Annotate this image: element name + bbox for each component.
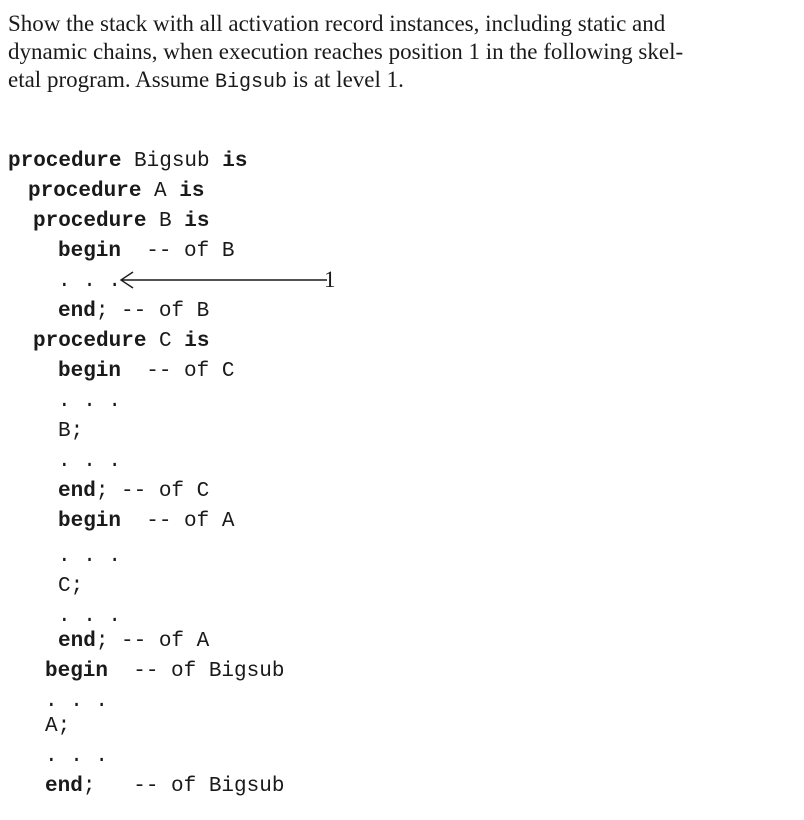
code-line-11: . . . (58, 450, 122, 473)
question-line-1: Show the stack with all activation record instances, including static and (8, 11, 666, 36)
code-line-8 (58, 360, 234, 384)
identifier: A (141, 180, 180, 203)
code-line-12 (58, 480, 209, 504)
keyword: end (58, 300, 96, 323)
identifier: Bigsub (121, 150, 223, 173)
keyword: is (184, 210, 210, 233)
position-marker-label: 1 (324, 267, 336, 292)
code-line-1 (8, 150, 247, 174)
code-line-7 (33, 330, 209, 354)
code-line-5: . . . (58, 270, 122, 293)
position-arrow-icon (119, 268, 329, 292)
code-line-16: . . . (58, 605, 122, 628)
keyword: end (58, 630, 96, 653)
question-line-3-post: is at level 1. (286, 67, 404, 92)
code-line-13 (58, 510, 234, 534)
keyword: procedure (33, 210, 147, 233)
question-line-3 (8, 66, 798, 97)
keyword: is (184, 330, 210, 353)
comment: -- of C (121, 360, 235, 383)
code-line-14: . . . (58, 545, 122, 568)
keyword: is (179, 180, 205, 203)
comment: -- of A (121, 510, 235, 533)
identifier: B (146, 210, 185, 233)
code-line-3 (33, 210, 209, 234)
keyword: procedure (8, 150, 122, 173)
code-line-9: . . . (58, 390, 122, 413)
keyword: end (58, 480, 96, 503)
keyword: procedure (33, 330, 147, 353)
keyword: begin (58, 510, 122, 533)
keyword: begin (58, 240, 122, 263)
comment: ; -- of Bigsub (82, 775, 285, 798)
question-text (8, 10, 798, 97)
code-line-19: . . . (45, 690, 109, 713)
code-line-2 (28, 180, 204, 204)
comment: ; -- of A (95, 630, 210, 653)
code-line-20: A; (45, 715, 71, 738)
question-line-3-pre: etal program. Assume (8, 67, 215, 92)
code-line-4 (58, 240, 234, 264)
keyword: begin (58, 360, 122, 383)
comment: ; -- of C (95, 480, 210, 503)
code-line-6 (58, 300, 209, 324)
keyword: end (45, 775, 83, 798)
comment: -- of Bigsub (108, 660, 285, 683)
code-line-18 (45, 660, 284, 684)
question-line-2: dynamic chains, when execution reaches position 1 in the following skel- (8, 39, 684, 64)
inline-code-bigsub: Bigsub (214, 71, 287, 94)
code-line-21: . . . (45, 745, 109, 768)
code-line-17 (58, 630, 209, 654)
code-line-22 (45, 775, 284, 799)
code-line-10: B; (58, 420, 84, 443)
keyword: procedure (28, 180, 142, 203)
code-line-15: C; (58, 575, 84, 598)
keyword: begin (45, 660, 109, 683)
keyword: is (222, 150, 248, 173)
identifier: C (146, 330, 185, 353)
comment: -- of B (121, 240, 235, 263)
comment: ; -- of B (95, 300, 210, 323)
